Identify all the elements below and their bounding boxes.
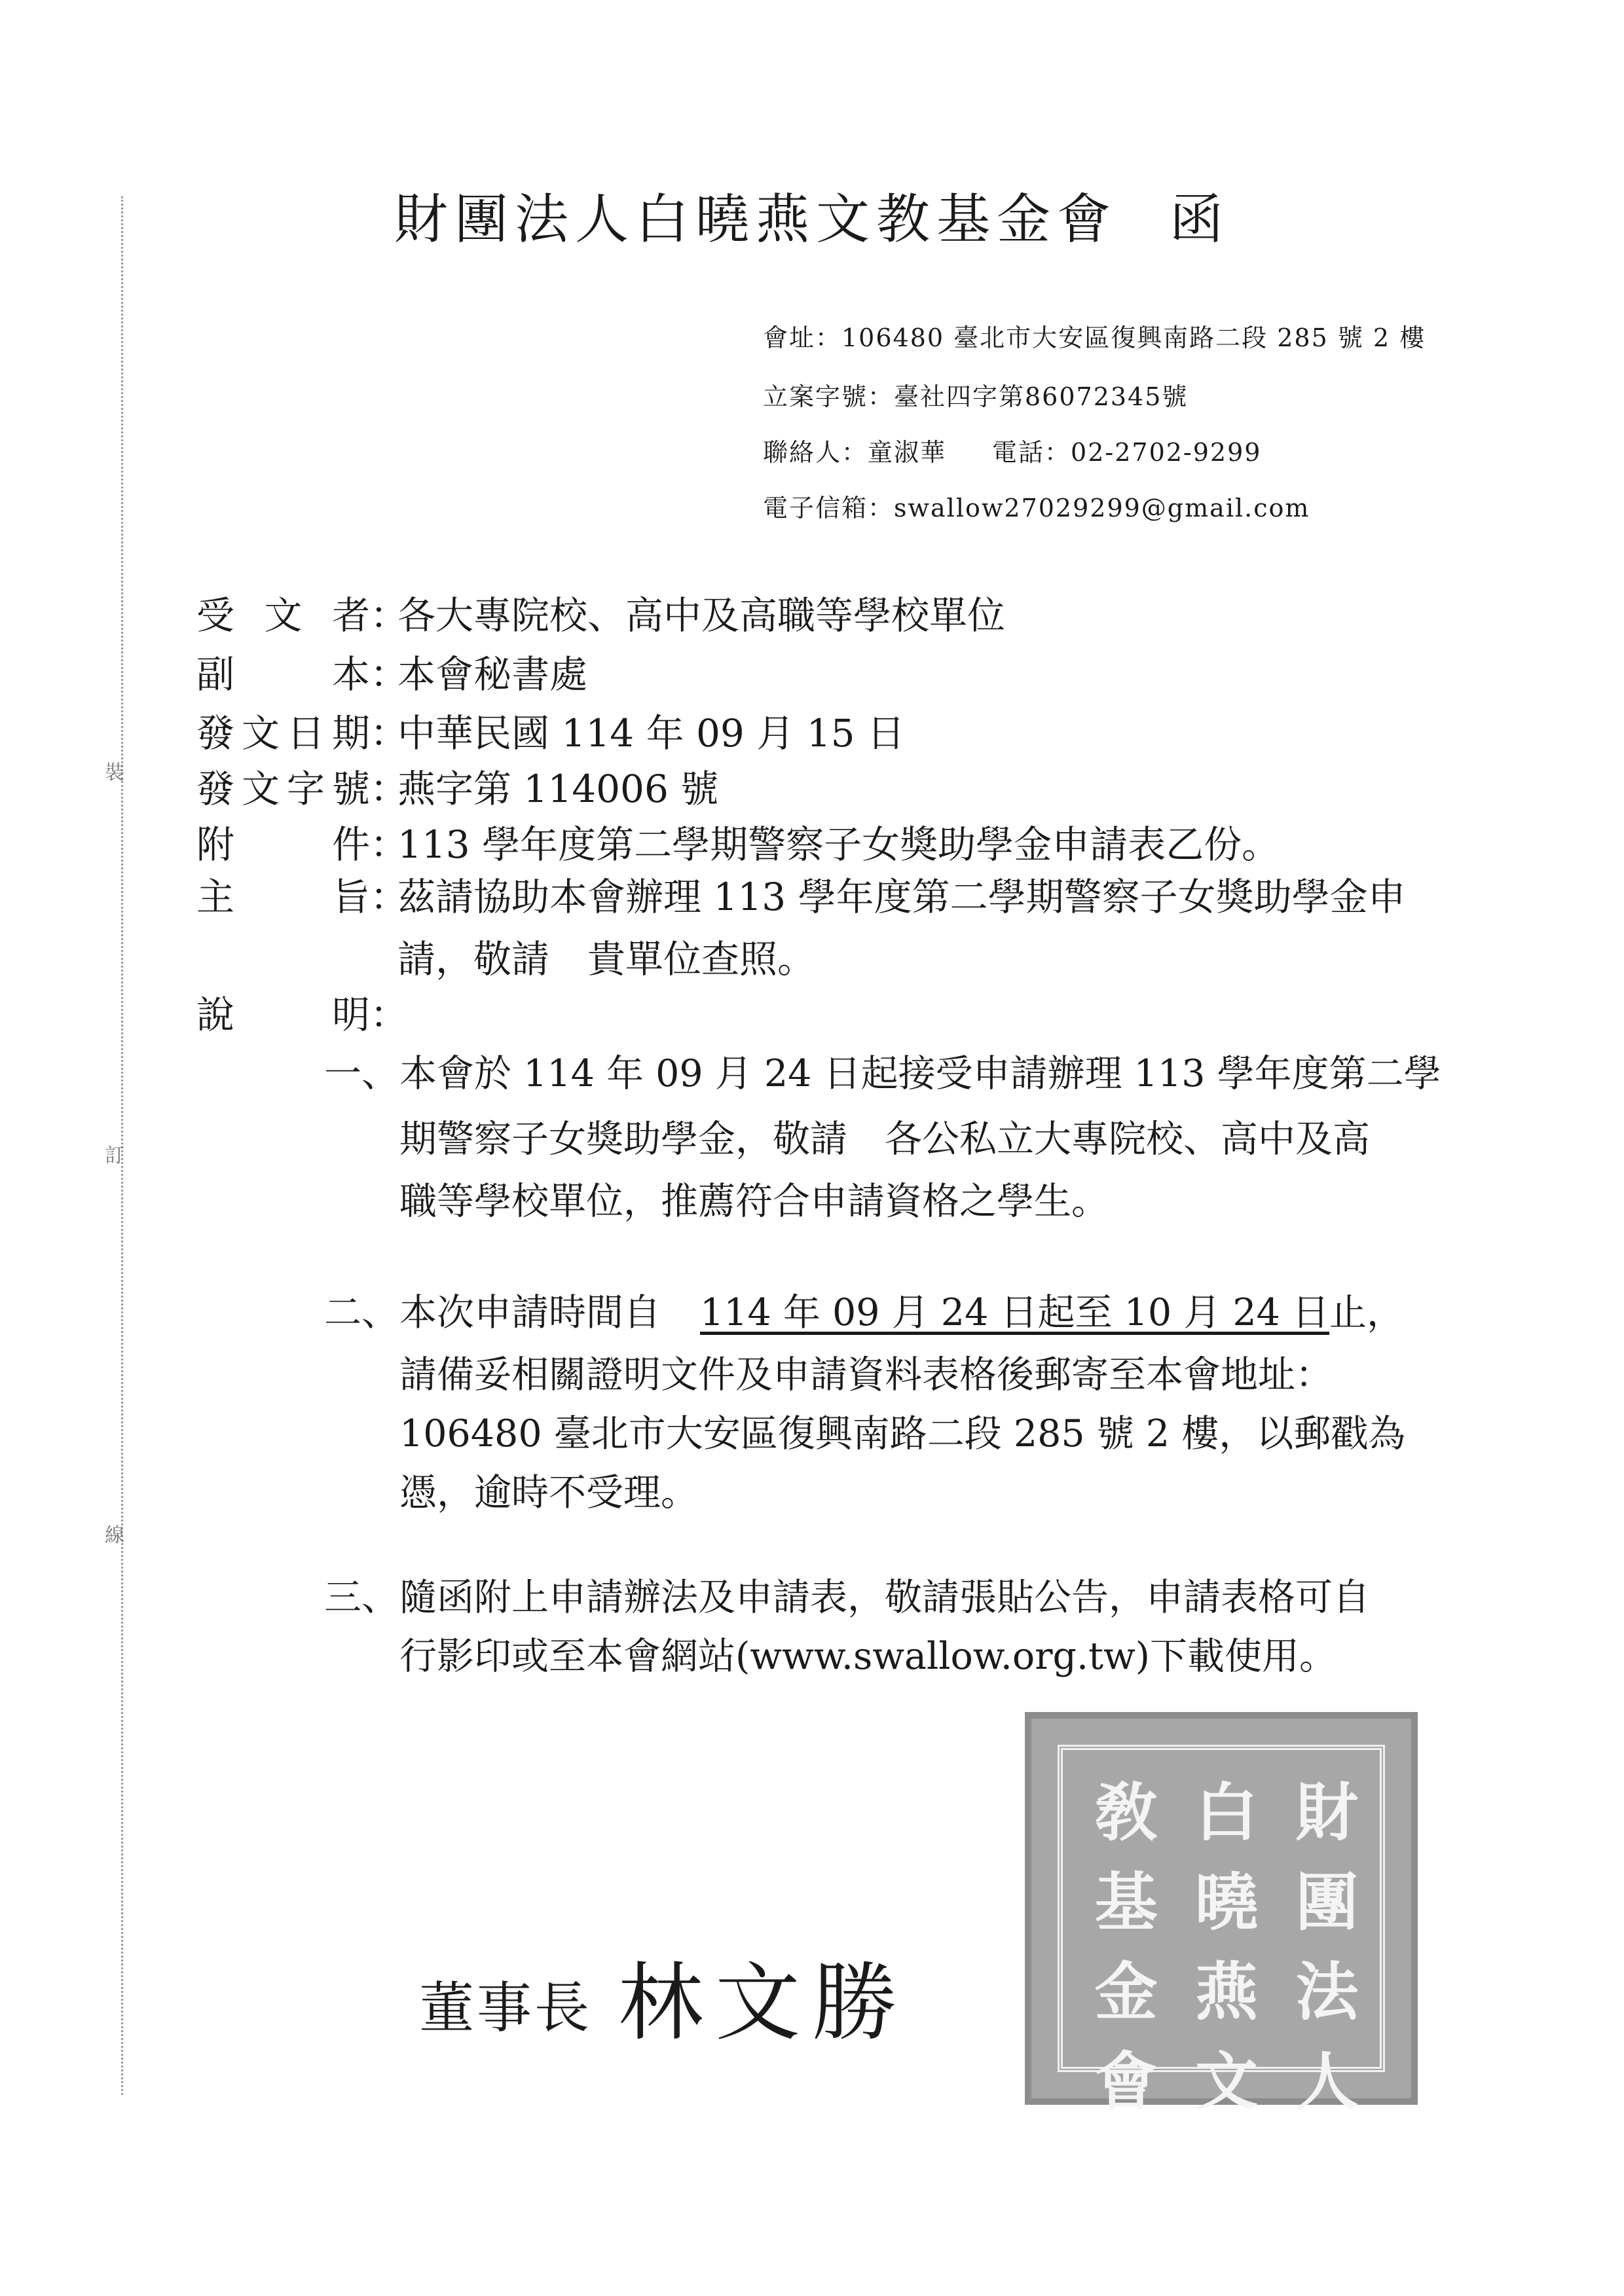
attach-value: 113 學年度第二學期警察子女獎助學金申請表乙份。 bbox=[397, 822, 1280, 867]
seal-character: 會 bbox=[1094, 2045, 1158, 2119]
seal-character: 財 bbox=[1295, 1776, 1359, 1850]
item-1-number: 一、 bbox=[324, 1052, 399, 1095]
seal-character: 曉 bbox=[1194, 1866, 1258, 1939]
field-reference: 發文字號：燕字第 114006 號 bbox=[196, 759, 718, 818]
field-date: 發文日期：中華民國 114 年 09 月 15 日 bbox=[196, 704, 905, 763]
binding-mark-xian: 線 bbox=[105, 1524, 124, 1547]
seal-character: 基 bbox=[1094, 1866, 1158, 1939]
signature-name: 林文勝 bbox=[618, 1953, 910, 2052]
seal-character: 團 bbox=[1295, 1866, 1359, 1939]
info-contact-row bbox=[763, 432, 1261, 468]
official-seal bbox=[1025, 1712, 1418, 2119]
subject-label: 主旨 bbox=[196, 875, 370, 919]
item-3-line-2: 行影印或至本會網站(www.swallow.org.tw)下載使用。 bbox=[399, 1635, 1337, 1678]
seal-character: 法 bbox=[1295, 1956, 1359, 2029]
item-2-line-3: 106480 臺北市大安區復興南路二段 285 號 2 樓，以郵戳為 bbox=[399, 1412, 1406, 1455]
field-attachment: 附件：113 學年度第二學期警察子女獎助學金申請表乙份。 bbox=[196, 815, 1280, 874]
item-1-line-2: 期警察子女獎助學金，敬請 各公私立大專院校、高中及高 bbox=[399, 1118, 1370, 1161]
ref-label: 發文字號 bbox=[196, 767, 370, 811]
attach-label: 附件 bbox=[196, 822, 370, 867]
item-2-number: 二、 bbox=[324, 1291, 399, 1334]
seal-character: 燕 bbox=[1194, 1956, 1258, 2029]
ref-value: 燕字第 114006 號 bbox=[397, 767, 719, 811]
explain-label: 說明 bbox=[196, 993, 370, 1037]
date-value: 中華民國 114 年 09 月 15 日 bbox=[397, 711, 905, 756]
seal-character: 白 bbox=[1194, 1776, 1258, 1850]
org-name: 財團法人白曉燕文教基金會 bbox=[394, 189, 1117, 251]
recipient-label: 受文者 bbox=[196, 593, 370, 638]
info-email: 電子信箱：swallow27029299@gmail.com bbox=[763, 494, 1310, 522]
item-2-line-2: 請備妥相關證明文件及申請資料表格後郵寄至本會地址： bbox=[399, 1353, 1333, 1396]
binding-mark-zhuang: 裝 bbox=[105, 761, 124, 784]
info-phone: 電話：02-2702-9299 bbox=[992, 438, 1262, 467]
seal-character: 文 bbox=[1194, 2045, 1258, 2119]
subject-line-1: 茲請協助本會辦理 113 學年度第二學期警察子女獎助學金申 bbox=[397, 875, 1406, 919]
item-2-line-4: 憑，逾時不受理。 bbox=[399, 1471, 698, 1514]
seal-character: 人 bbox=[1295, 2045, 1359, 2119]
doc-type: 函 bbox=[1170, 189, 1230, 251]
field-recipient: 受文者：各大專院校、高中及高職等學校單位 bbox=[196, 586, 1005, 645]
seal-character: 敎 bbox=[1094, 1776, 1158, 1850]
signature-block bbox=[419, 1935, 909, 2057]
subject-line-2: 請，敬請 貴單位查照。 bbox=[397, 937, 816, 981]
field-subject: 主旨：茲請協助本會辦理 113 學年度第二學期警察子女獎助學金申 bbox=[196, 867, 1406, 926]
info-address: 會址：106480 臺北市大安區復興南路二段 285 號 2 樓 bbox=[763, 323, 1426, 352]
info-contact: 聯絡人：童淑華 bbox=[763, 438, 947, 467]
info-registration: 立案字號：臺社四字第86072345號 bbox=[763, 382, 1189, 411]
item-2-line-1: 二、本次申請時間自 114 年 09 月 24 日起至 10 月 24 日止， bbox=[324, 1280, 1404, 1345]
date-label: 發文日期 bbox=[196, 711, 370, 756]
document-title bbox=[0, 177, 1624, 253]
recipient-value: 各大專院校、高中及高職等學校單位 bbox=[397, 593, 1006, 638]
field-copy: 副本：本會秘書處 bbox=[196, 645, 587, 704]
copy-label: 副本 bbox=[196, 652, 370, 697]
item-3-number: 三、 bbox=[324, 1576, 399, 1619]
seal-character: 金 bbox=[1094, 1956, 1158, 2029]
item-3-line-1: 三、隨函附上申請辦法及申請表，敬請張貼公告，申請表格可自 bbox=[324, 1565, 1370, 1630]
item-1-line-1: 一、本會於 114 年 09 月 24 日起接受申請辦理 113 學年度第二學 bbox=[324, 1041, 1441, 1106]
item-1-line-3: 職等學校單位，推薦符合申請資格之學生。 bbox=[399, 1180, 1109, 1223]
copy-value: 本會秘書處 bbox=[397, 652, 588, 697]
binding-mark-ding: 訂 bbox=[105, 1144, 124, 1167]
field-explanation: 說明： bbox=[196, 985, 397, 1044]
application-period: 114 年 09 月 24 日起至 10 月 24 日 bbox=[700, 1291, 1329, 1334]
signature-title: 董事長 bbox=[419, 1976, 593, 2040]
